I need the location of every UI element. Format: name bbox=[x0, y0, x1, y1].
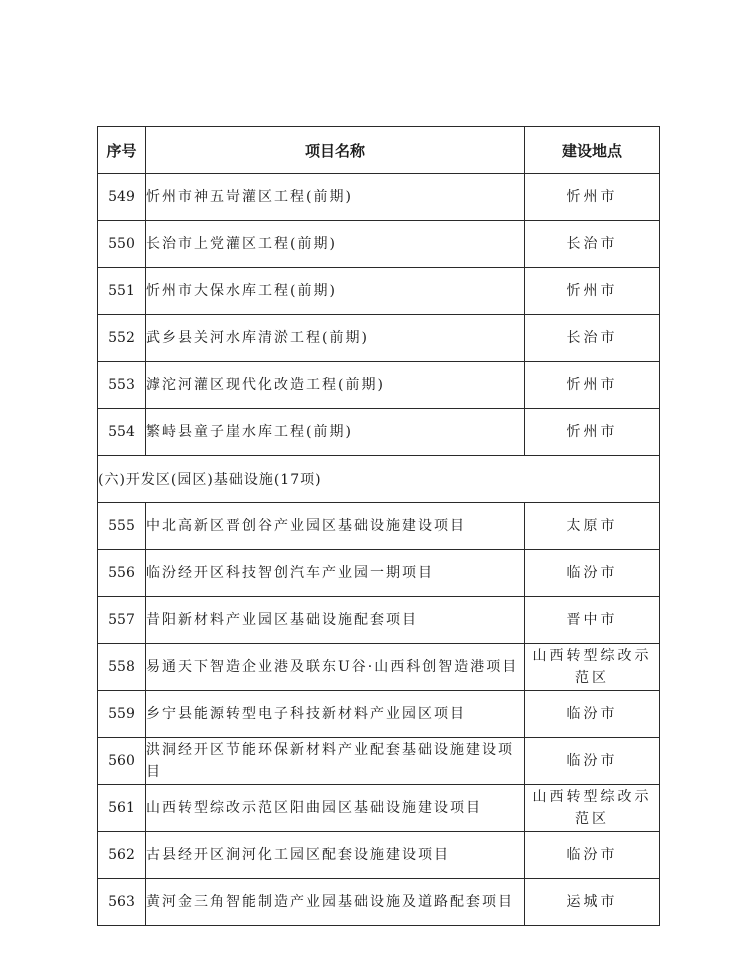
row-number: 550 bbox=[98, 221, 146, 268]
table-row bbox=[98, 409, 660, 456]
row-location: 临汾市 bbox=[525, 832, 660, 879]
row-project-name: 临汾经开区科技智创汽车产业园一期项目 bbox=[146, 550, 525, 597]
row-project-name: 长治市上党灌区工程(前期) bbox=[146, 221, 525, 268]
row-location: 忻州市 bbox=[525, 174, 660, 221]
row-location: 长治市 bbox=[525, 315, 660, 362]
project-table bbox=[97, 126, 660, 926]
row-project-name: 易通天下智造企业港及联东U谷·山西科创智造港项目 bbox=[146, 644, 525, 691]
header-project-name: 项目名称 bbox=[146, 127, 525, 174]
header-location: 建设地点 bbox=[525, 127, 660, 174]
row-number: 557 bbox=[98, 597, 146, 644]
table-row bbox=[98, 691, 660, 738]
row-location: 临汾市 bbox=[525, 691, 660, 738]
row-project-name: 忻州市神五岢灌区工程(前期) bbox=[146, 174, 525, 221]
row-number: 561 bbox=[98, 785, 146, 832]
row-location: 临汾市 bbox=[525, 738, 660, 785]
row-project-name: 洪洞经开区节能环保新材料产业配套基础设施建设项目 bbox=[146, 738, 525, 785]
row-number: 563 bbox=[98, 879, 146, 926]
row-number: 551 bbox=[98, 268, 146, 315]
section-heading: (六)开发区(园区)基础设施(17项) bbox=[98, 456, 660, 503]
row-project-name: 山西转型综改示范区阳曲园区基础设施建设项目 bbox=[146, 785, 525, 832]
table-row bbox=[98, 268, 660, 315]
row-number: 553 bbox=[98, 362, 146, 409]
table-row bbox=[98, 597, 660, 644]
row-location: 临汾市 bbox=[525, 550, 660, 597]
row-project-name: 乡宁县能源转型电子科技新材料产业园区项目 bbox=[146, 691, 525, 738]
row-location: 忻州市 bbox=[525, 362, 660, 409]
row-number: 552 bbox=[98, 315, 146, 362]
row-number: 549 bbox=[98, 174, 146, 221]
table-row bbox=[98, 315, 660, 362]
row-number: 555 bbox=[98, 503, 146, 550]
row-location: 太原市 bbox=[525, 503, 660, 550]
table-row bbox=[98, 174, 660, 221]
table-row bbox=[98, 879, 660, 926]
row-project-name: 古县经开区涧河化工园区配套设施建设项目 bbox=[146, 832, 525, 879]
row-number: 560 bbox=[98, 738, 146, 785]
table-row bbox=[98, 785, 660, 832]
row-project-name: 昔阳新材料产业园区基础设施配套项目 bbox=[146, 597, 525, 644]
row-project-name: 忻州市大保水库工程(前期) bbox=[146, 268, 525, 315]
table-row bbox=[98, 221, 660, 268]
table-row bbox=[98, 362, 660, 409]
table-header-row bbox=[98, 127, 660, 174]
row-number: 559 bbox=[98, 691, 146, 738]
table-row bbox=[98, 644, 660, 691]
row-number: 558 bbox=[98, 644, 146, 691]
table-row bbox=[98, 550, 660, 597]
row-number: 562 bbox=[98, 832, 146, 879]
row-location: 山西转型综改示范区 bbox=[525, 785, 660, 832]
row-location: 晋中市 bbox=[525, 597, 660, 644]
row-number: 556 bbox=[98, 550, 146, 597]
row-project-name: 繁峙县童子崖水库工程(前期) bbox=[146, 409, 525, 456]
row-location: 长治市 bbox=[525, 221, 660, 268]
row-location: 山西转型综改示范区 bbox=[525, 644, 660, 691]
row-location: 忻州市 bbox=[525, 268, 660, 315]
row-location: 忻州市 bbox=[525, 409, 660, 456]
table-row bbox=[98, 738, 660, 785]
row-project-name: 黄河金三角智能制造产业园基础设施及道路配套项目 bbox=[146, 879, 525, 926]
row-location: 运城市 bbox=[525, 879, 660, 926]
row-project-name: 滹沱河灌区现代化改造工程(前期) bbox=[146, 362, 525, 409]
row-number: 554 bbox=[98, 409, 146, 456]
row-project-name: 中北高新区晋创谷产业园区基础设施建设项目 bbox=[146, 503, 525, 550]
table-row bbox=[98, 503, 660, 550]
header-number: 序号 bbox=[98, 127, 146, 174]
row-project-name: 武乡县关河水库清淤工程(前期) bbox=[146, 315, 525, 362]
table-row bbox=[98, 832, 660, 879]
section-row bbox=[98, 456, 660, 503]
